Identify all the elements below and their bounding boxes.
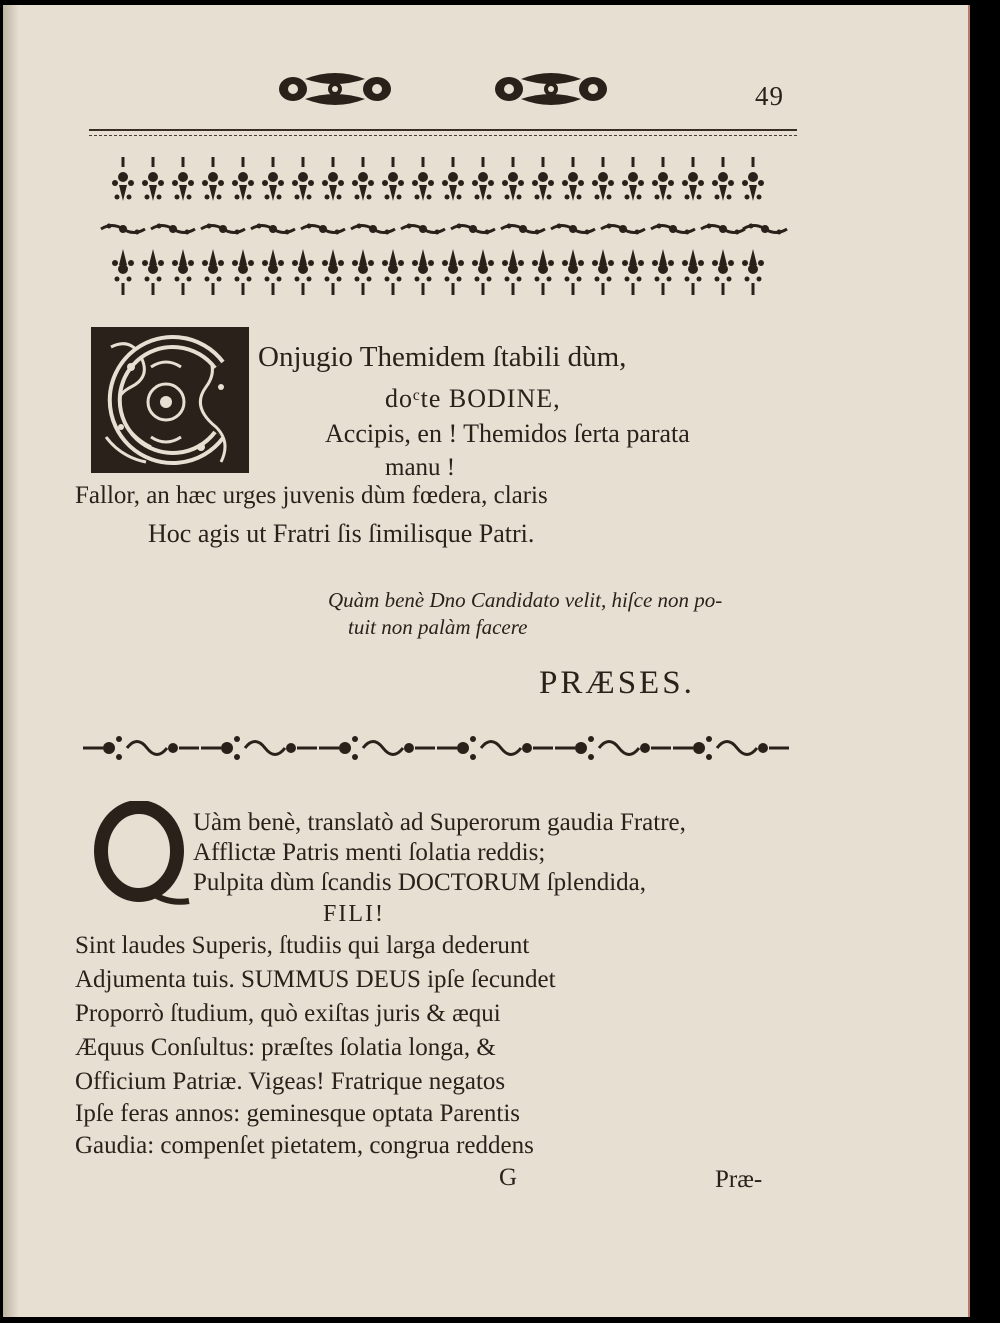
poem1-line-1: Onjugio Themidem ſtabili dùm, — [258, 341, 627, 373]
book-page — [3, 5, 970, 1317]
head-rule-dashed — [89, 135, 797, 136]
poem2-line-11: Gaudia: compenſet pietatem, congrua reddens — [75, 1132, 534, 1159]
poem2-line-5: Sint laudes Superis, ſtudiis qui larga dederunt — [75, 932, 530, 959]
poem2-line-9: Officium Patriæ. Vigeas! Fratrique negatos — [75, 1068, 506, 1095]
signature-mark: G — [499, 1164, 518, 1191]
decorated-initial-c — [91, 327, 249, 473]
poem1-line-3: Accipis, en ! Themidos ſerta parata — [325, 419, 690, 448]
poem1-line-6: Hoc agis ut Fratri ſis ſimilisque Patri. — [148, 519, 535, 548]
poem2-line-7: Proporrò ſtudium, quò exiſtas juris & æqui — [75, 1000, 501, 1027]
fleuron-band-ornament — [93, 153, 793, 313]
head-rule — [89, 129, 797, 131]
poem2-line-8: Æquus Conſultus: præſtes ſolatia longa, & — [75, 1034, 496, 1061]
poem2-line-1: Uàm benè, translatò ad Superorum gaudia Fratre, — [193, 809, 686, 836]
poem2-line-3: Pulpita dùm ſcandis DOCTORUM ſplendida, — [193, 869, 646, 896]
poem1-line-5: Fallor, an hæc urges juvenis dùm fœdera, claris — [75, 482, 548, 509]
page-gutter-shadow — [3, 5, 19, 1317]
initial-q — [91, 801, 191, 909]
vignette-separator-ornament — [83, 727, 789, 769]
headpiece-ornament-right — [491, 65, 611, 113]
poem2-line-2: Afflictæ Patris menti ſolatia reddis; — [193, 839, 546, 866]
catchword: Præ- — [715, 1166, 763, 1193]
poem1-line-2: doᶜte BODINE, — [385, 384, 561, 413]
poem1-line-4: manu ! — [385, 454, 456, 481]
author-praeses: PRÆSES. — [539, 665, 695, 701]
page-number: 49 — [755, 81, 784, 111]
note-line-2: tuit non palàm facere — [348, 615, 528, 639]
poem2-line-4: FILI! — [323, 901, 385, 927]
poem2-line-10: Ipſe feras annos: geminesque optata Parentis — [75, 1100, 520, 1127]
poem2-line-6: Adjumenta tuis. SUMMUS DEUS ipſe ſecundet — [75, 966, 556, 993]
headpiece-ornament-left — [275, 65, 395, 113]
note-line-1: Quàm benè Dno Candidato velit, hiſce non po- — [328, 588, 723, 612]
